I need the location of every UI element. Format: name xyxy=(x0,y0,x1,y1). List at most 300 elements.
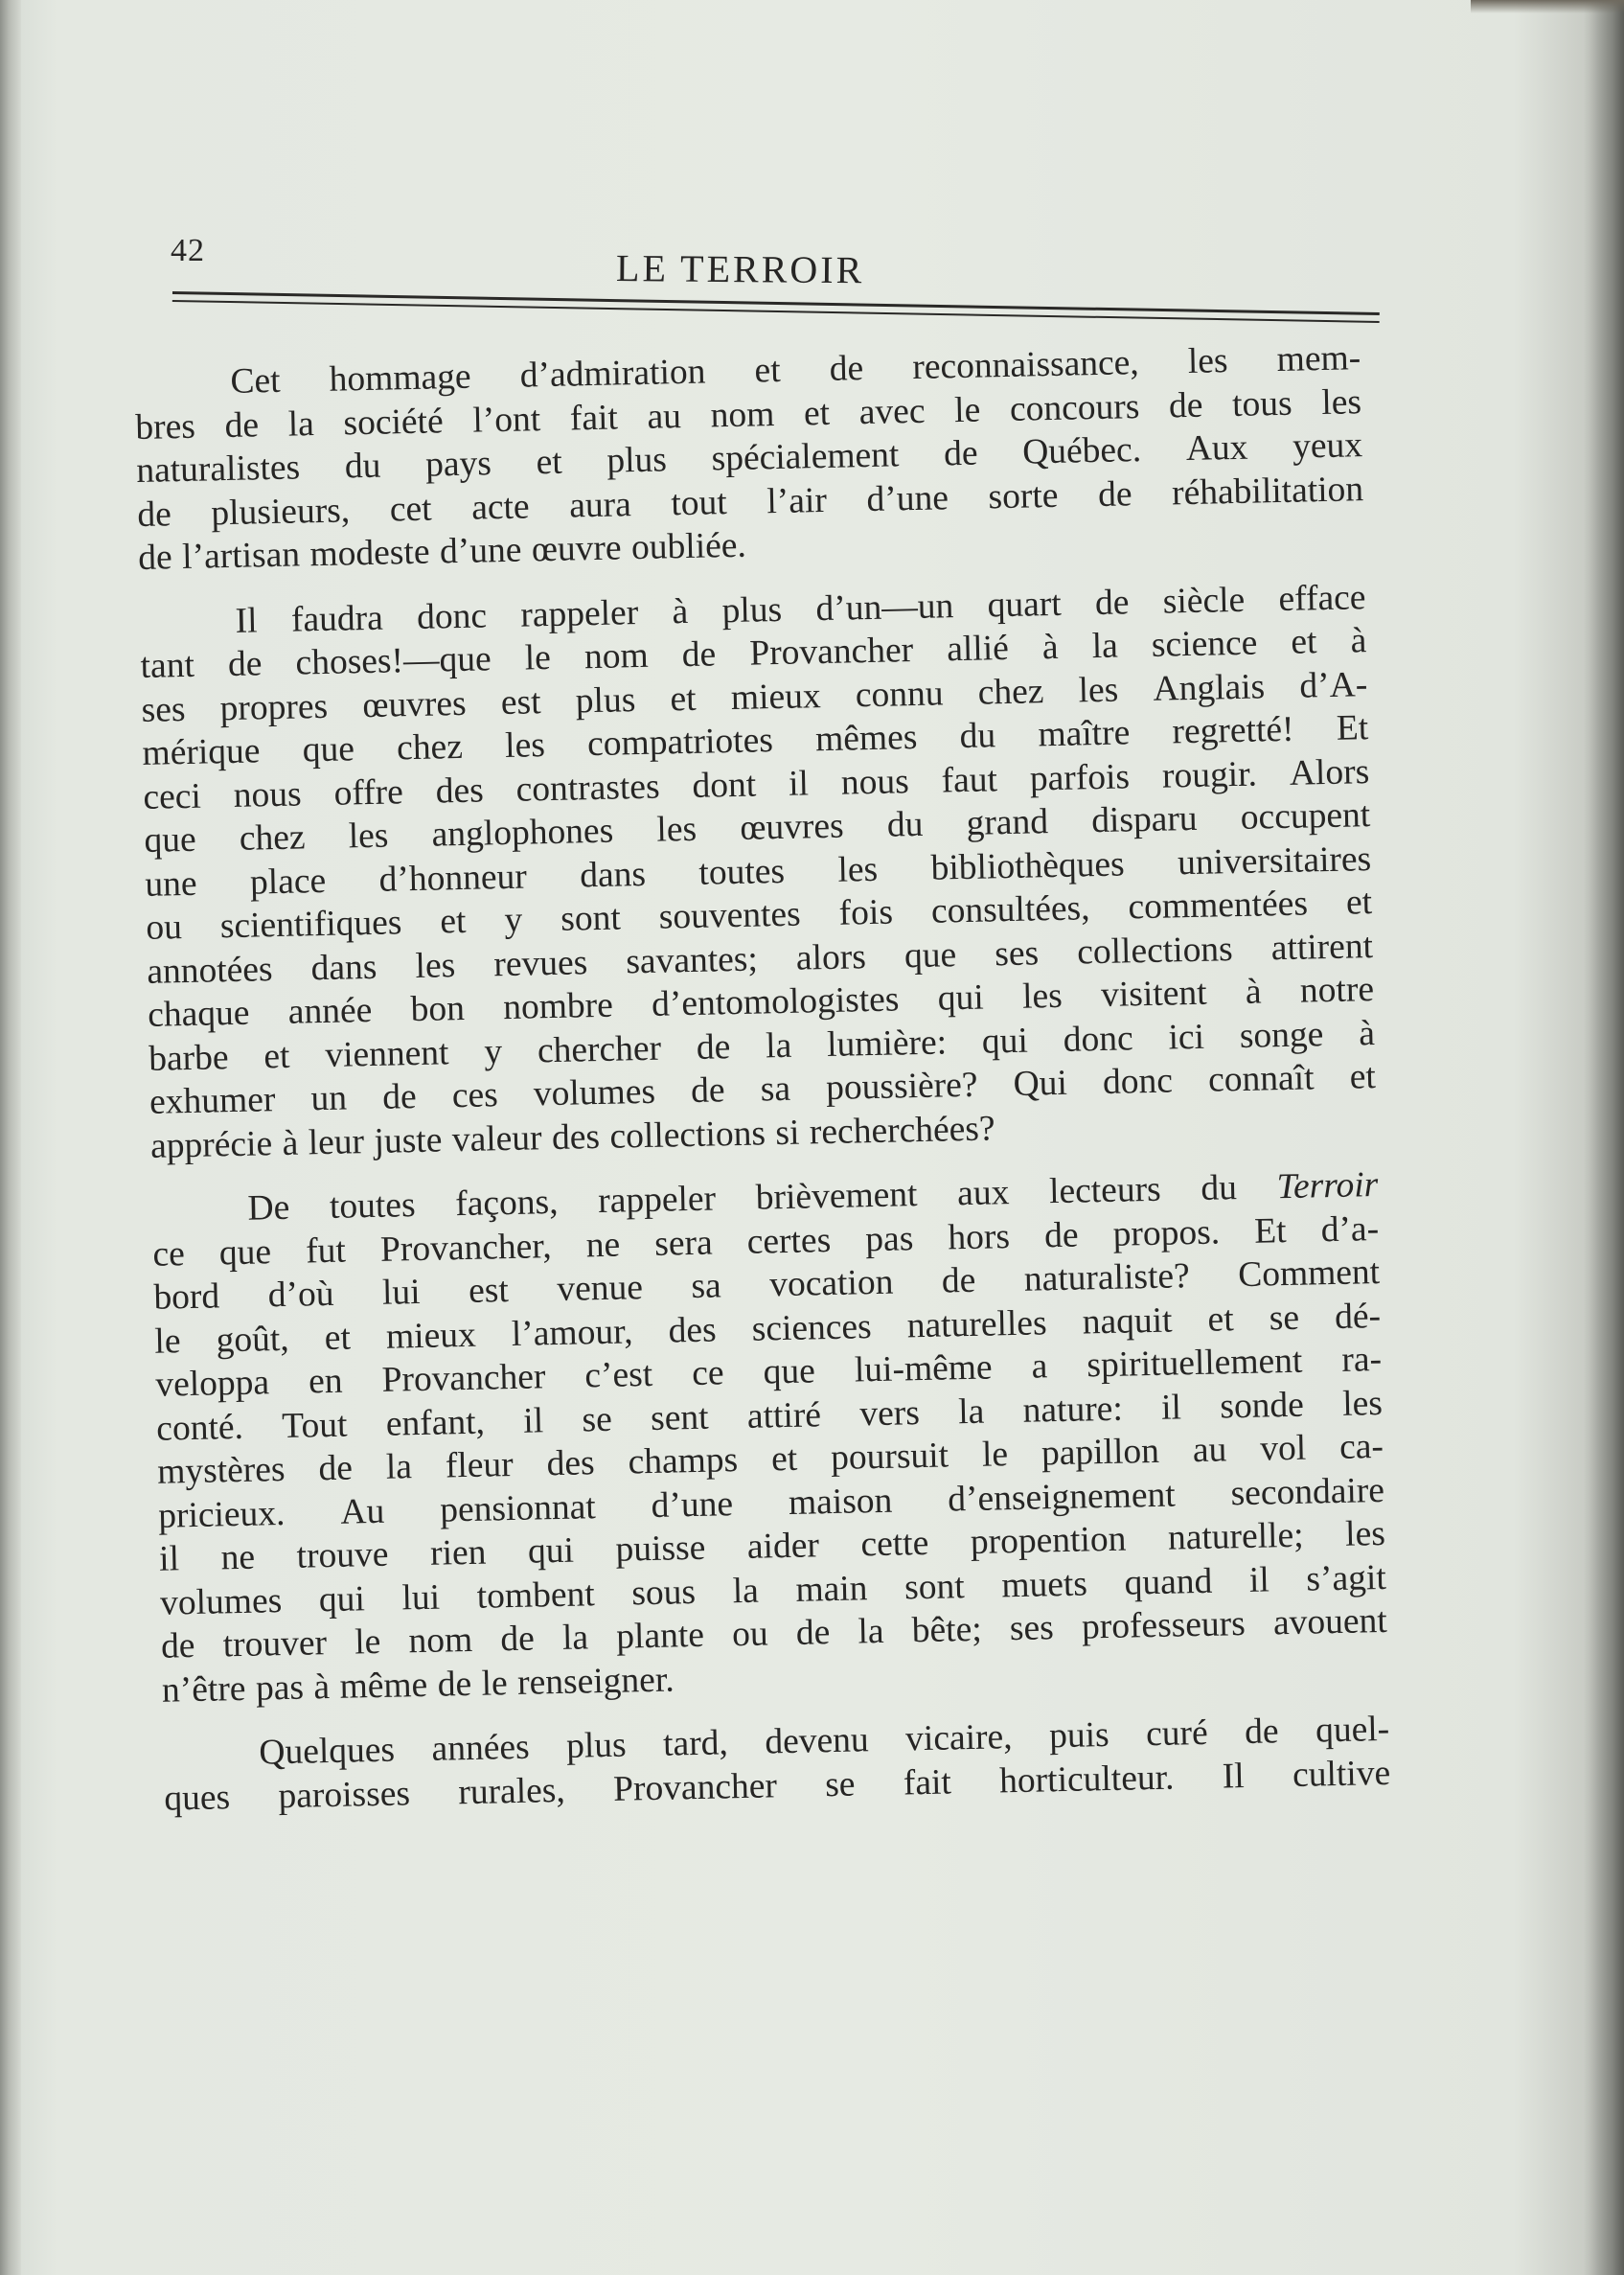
word: pensionnat xyxy=(439,1486,597,1530)
word: quel- xyxy=(1315,1709,1390,1751)
word: mem- xyxy=(1276,338,1361,380)
word: s’agit xyxy=(1306,1557,1387,1599)
word: le xyxy=(354,1621,381,1663)
word: se xyxy=(824,1764,856,1804)
word: l’ont xyxy=(471,399,541,441)
word: commentées xyxy=(1128,884,1309,928)
word: efface xyxy=(1278,577,1366,619)
word: nom xyxy=(583,635,650,678)
word: juste xyxy=(374,1119,443,1161)
word: même xyxy=(339,1665,428,1707)
word: Tout xyxy=(281,1405,348,1446)
word: façons, xyxy=(454,1182,559,1225)
word: nous xyxy=(233,773,303,816)
word: maître xyxy=(1038,713,1131,755)
word: sonde xyxy=(1219,1385,1305,1426)
word: d’une xyxy=(439,530,522,572)
word: que xyxy=(302,729,355,770)
word: de xyxy=(1168,385,1203,425)
word: acte xyxy=(470,486,530,528)
word: les xyxy=(1187,341,1228,381)
word: à xyxy=(1041,627,1059,668)
word: lecteurs xyxy=(1048,1169,1162,1212)
word: leur xyxy=(308,1121,365,1162)
word: les xyxy=(1021,976,1064,1017)
word: plus xyxy=(606,440,668,481)
word: naturaliste? xyxy=(1023,1256,1191,1299)
page-right-edge-shadow xyxy=(1584,0,1624,2275)
word: fleur xyxy=(445,1444,515,1486)
word: que xyxy=(763,1351,816,1392)
word: ceci xyxy=(143,776,202,817)
word: l’amour, xyxy=(511,1311,633,1354)
word: chez xyxy=(977,671,1044,713)
word: sont xyxy=(903,1566,966,1607)
word: allié xyxy=(946,628,1010,670)
word: chez xyxy=(396,726,464,769)
word: Au xyxy=(339,1491,385,1532)
word: consultées, xyxy=(930,888,1090,931)
word: muets xyxy=(1000,1563,1088,1605)
word: compatriotes xyxy=(586,721,774,765)
word: est xyxy=(500,681,541,723)
word: et xyxy=(754,350,782,391)
word: et xyxy=(1349,1057,1377,1097)
word: sorte xyxy=(988,475,1059,517)
word: Et xyxy=(1336,708,1369,748)
word: Provancher, xyxy=(379,1226,553,1270)
word: puisse xyxy=(615,1528,706,1570)
word: sera xyxy=(653,1223,714,1264)
word: n’être xyxy=(161,1668,246,1711)
word: la xyxy=(765,1025,792,1066)
word: Alors xyxy=(1289,751,1370,793)
word: la xyxy=(732,1571,760,1611)
word: le xyxy=(153,1321,181,1362)
word: dé- xyxy=(1334,1296,1382,1337)
word: lui-même xyxy=(854,1347,993,1390)
word: plus xyxy=(575,679,636,721)
word: en xyxy=(308,1361,343,1402)
word: disparu xyxy=(1090,798,1199,841)
word: annotées xyxy=(146,949,273,992)
word: vol xyxy=(1259,1428,1307,1469)
word: il xyxy=(1248,1559,1270,1600)
word: scientifiques xyxy=(219,903,402,947)
word: des xyxy=(551,1116,601,1158)
word: trouve xyxy=(296,1534,389,1576)
word: Provancher xyxy=(748,631,914,674)
word: bibliothèques xyxy=(930,843,1126,888)
word: lui xyxy=(401,1577,441,1618)
word: horticulteur. xyxy=(998,1758,1175,1801)
word: de xyxy=(137,538,173,578)
word: cultive xyxy=(1292,1753,1391,1795)
word: des xyxy=(546,1443,596,1484)
word: attirent xyxy=(1270,926,1374,968)
word: fait xyxy=(569,397,619,438)
word: souventes xyxy=(658,894,802,937)
word: champs xyxy=(628,1440,739,1482)
word: naturelle; xyxy=(1167,1515,1304,1558)
word: aura xyxy=(568,484,632,526)
word: volumes xyxy=(159,1580,283,1623)
paragraph xyxy=(163,1708,1391,1821)
word: et xyxy=(803,393,831,433)
word: contrastes xyxy=(515,767,660,810)
word: renseigner. xyxy=(516,1660,675,1703)
word: valeur xyxy=(451,1117,542,1160)
word: trouver xyxy=(222,1623,328,1666)
word: a xyxy=(1031,1346,1048,1387)
word: que xyxy=(903,934,957,976)
word: ques xyxy=(163,1777,231,1819)
word: propos. xyxy=(1112,1211,1221,1254)
word: fois xyxy=(838,892,894,933)
word: sa xyxy=(691,1266,722,1307)
word: faut xyxy=(941,759,998,800)
word: fait xyxy=(903,1761,952,1804)
word: avouent xyxy=(1272,1600,1388,1643)
word: à xyxy=(1245,972,1262,1012)
word: vers xyxy=(858,1392,921,1434)
word: qui xyxy=(318,1578,366,1620)
word: pays xyxy=(424,444,492,485)
word: occupent xyxy=(1240,795,1371,838)
word: mystères xyxy=(156,1449,286,1492)
word: place xyxy=(249,861,327,903)
word: le xyxy=(481,1663,509,1704)
paragraph xyxy=(151,1163,1388,1712)
word: toutes xyxy=(698,851,786,893)
word: qui xyxy=(527,1530,575,1572)
word: rurales, xyxy=(457,1770,566,1812)
word: connaît xyxy=(1207,1058,1315,1100)
word: la xyxy=(1091,626,1119,667)
word: curé xyxy=(1145,1712,1209,1755)
word: bres xyxy=(134,406,196,448)
word: choses!—que xyxy=(295,639,492,683)
word: vicaire, xyxy=(904,1717,1013,1759)
word: collections xyxy=(1076,929,1234,973)
word: pricieux. xyxy=(157,1493,286,1536)
word: et xyxy=(1345,883,1373,923)
word: du xyxy=(1200,1168,1238,1208)
word: quart xyxy=(987,584,1063,625)
word: donc xyxy=(1063,1018,1134,1060)
word: œuvres xyxy=(361,683,468,725)
word: attiré xyxy=(746,1394,822,1436)
word: anglophones xyxy=(431,811,614,855)
word: nature: xyxy=(1022,1389,1124,1431)
word: de xyxy=(1097,473,1132,515)
word: regretté! xyxy=(1172,709,1294,752)
word: oubliée. xyxy=(630,525,747,568)
word: collections xyxy=(609,1113,766,1157)
word: recherchées? xyxy=(809,1108,995,1152)
word: de xyxy=(160,1625,195,1666)
word: au xyxy=(1192,1430,1227,1471)
word: sous xyxy=(630,1572,697,1613)
word: des xyxy=(435,770,485,812)
word: la xyxy=(957,1391,985,1432)
word: du xyxy=(959,716,996,757)
word: les xyxy=(655,809,698,850)
word: ses xyxy=(141,689,186,730)
word: de xyxy=(224,404,260,446)
word: il xyxy=(522,1400,544,1441)
word: tombent xyxy=(476,1574,596,1617)
word: il xyxy=(158,1539,180,1579)
word: d’A- xyxy=(1298,664,1368,706)
word: ses xyxy=(994,932,1040,974)
word: et xyxy=(263,1036,290,1076)
word: Qui xyxy=(1013,1063,1068,1104)
word: il xyxy=(788,763,810,804)
word: les xyxy=(1078,670,1119,710)
word: rappeler xyxy=(519,592,639,635)
word: nombre xyxy=(502,985,614,1028)
word: des xyxy=(668,1310,718,1351)
word: Comment xyxy=(1237,1252,1381,1296)
word: conté. xyxy=(155,1407,244,1449)
word: certes xyxy=(746,1220,832,1262)
word: dans xyxy=(579,854,647,895)
word: ne xyxy=(220,1537,256,1578)
word: donc xyxy=(416,595,488,637)
word: exhumer xyxy=(149,1080,276,1122)
word: il xyxy=(1160,1387,1182,1428)
word: bord xyxy=(153,1276,220,1318)
word: savantes; xyxy=(625,939,759,981)
word: chez xyxy=(239,817,306,859)
word: propres xyxy=(219,686,329,728)
word: reconnaissance, xyxy=(911,343,1140,387)
word: maison xyxy=(788,1481,893,1523)
word: du xyxy=(344,446,381,487)
word: secondaire xyxy=(1230,1470,1385,1513)
running-title: LE TERROIR xyxy=(615,246,865,292)
word: nous xyxy=(840,761,910,803)
word: volumes xyxy=(533,1071,656,1115)
word: nom xyxy=(710,394,775,435)
word: de xyxy=(1043,1215,1079,1255)
word: puis xyxy=(1048,1715,1110,1757)
word: Quelques xyxy=(258,1730,396,1773)
word: à xyxy=(282,1123,299,1163)
word: Il xyxy=(1222,1756,1246,1797)
word: plus xyxy=(565,1725,628,1766)
word: les xyxy=(1341,1383,1384,1424)
word: vocation xyxy=(768,1262,894,1305)
word: le xyxy=(953,390,981,430)
word: que xyxy=(218,1231,272,1273)
word: d’où xyxy=(267,1274,334,1316)
word: de xyxy=(941,1260,976,1301)
word: de xyxy=(943,433,978,474)
word: alors xyxy=(795,936,867,978)
word: et xyxy=(1207,1298,1235,1340)
word: d’admiration xyxy=(519,352,706,396)
word: ce xyxy=(152,1233,186,1275)
word: ca- xyxy=(1338,1426,1384,1467)
word: si xyxy=(774,1113,800,1153)
word: viennent xyxy=(324,1032,449,1075)
word: de xyxy=(795,1613,831,1653)
word: Il xyxy=(235,600,259,641)
word: de xyxy=(1094,582,1130,623)
word: et xyxy=(536,442,563,483)
word: bête; xyxy=(911,1609,983,1651)
word: ses xyxy=(1009,1608,1055,1649)
word: qui xyxy=(937,977,985,1019)
word: mieux xyxy=(385,1315,477,1357)
word: à xyxy=(312,1666,331,1707)
word: tout xyxy=(670,482,728,523)
page-top-corner-shadow xyxy=(1471,0,1624,13)
word: Aux xyxy=(1185,427,1248,470)
word: rougir. xyxy=(1161,754,1258,796)
word: de xyxy=(681,634,717,676)
word: à xyxy=(1350,621,1367,661)
word: l’air xyxy=(766,480,828,521)
word: un xyxy=(310,1078,348,1119)
word: plus xyxy=(721,589,783,631)
word: avec xyxy=(858,391,926,432)
word: rappeler xyxy=(597,1179,717,1222)
word: aider xyxy=(746,1526,820,1567)
word: ici xyxy=(1168,1017,1205,1058)
word: le xyxy=(524,637,552,678)
word: modeste xyxy=(309,532,430,575)
word: concours xyxy=(1009,386,1140,429)
word: spirituellement xyxy=(1086,1341,1303,1386)
word: d’un—un xyxy=(815,586,954,629)
word: une xyxy=(144,863,197,905)
word: et xyxy=(439,901,467,942)
word: à xyxy=(1358,1013,1376,1053)
word: années xyxy=(431,1727,531,1769)
word: mêmes xyxy=(814,717,918,760)
word: veloppa xyxy=(154,1363,270,1405)
word: ra- xyxy=(1340,1339,1383,1380)
word: main xyxy=(795,1568,868,1610)
word: les xyxy=(348,816,389,857)
word: nom xyxy=(408,1620,473,1662)
word: de xyxy=(381,1077,418,1117)
word: aux xyxy=(956,1173,1010,1214)
word: quand xyxy=(1124,1561,1213,1603)
word: sciences xyxy=(751,1306,873,1349)
header-rule xyxy=(172,291,1380,329)
word: chaque xyxy=(147,993,250,1035)
word: de xyxy=(1244,1712,1280,1753)
word: bon xyxy=(410,988,466,1030)
word: pas xyxy=(864,1218,914,1259)
word: cette xyxy=(860,1523,929,1565)
word: y xyxy=(504,900,523,941)
word: apprécie xyxy=(149,1123,273,1166)
word: et xyxy=(670,678,698,719)
word: ces xyxy=(451,1075,499,1116)
word: d’enseignement xyxy=(947,1475,1177,1519)
word: propention xyxy=(970,1519,1127,1562)
word: Québec. xyxy=(1021,430,1142,472)
page-number: 42 xyxy=(171,233,205,268)
word: l’artisan xyxy=(181,535,301,577)
word: hommage xyxy=(329,356,471,400)
word: tous xyxy=(1231,383,1293,425)
word: de xyxy=(690,1070,725,1111)
word: de xyxy=(136,494,172,535)
page-left-edge xyxy=(0,0,21,2275)
word: œuvre xyxy=(531,528,622,570)
word: lui xyxy=(381,1272,422,1313)
word: barbe xyxy=(148,1037,229,1079)
word: science xyxy=(1151,623,1258,665)
word: sa xyxy=(760,1069,791,1110)
word: ou xyxy=(731,1614,769,1655)
paragraph xyxy=(134,336,1364,580)
word: d’entomologistes xyxy=(651,979,900,1024)
word: au xyxy=(647,396,682,437)
word: Provancher xyxy=(381,1357,546,1400)
word: et xyxy=(324,1317,352,1358)
word: Anglais xyxy=(1153,666,1266,709)
word: de xyxy=(829,349,864,389)
word: papillon xyxy=(1041,1431,1160,1474)
word: venue xyxy=(556,1268,644,1309)
word: naturalistes xyxy=(135,448,301,491)
word: poussière? xyxy=(825,1065,978,1109)
word: de xyxy=(499,1619,536,1660)
word: sont xyxy=(560,898,622,939)
word: d’a- xyxy=(1320,1208,1380,1250)
word: d’honneur xyxy=(378,857,528,900)
word: ce xyxy=(691,1353,725,1394)
word: revues xyxy=(492,942,588,984)
word: œuvres xyxy=(739,806,845,848)
body-text xyxy=(134,336,1391,1841)
word: plante xyxy=(615,1615,705,1657)
word: paroisses xyxy=(278,1773,411,1816)
word: les xyxy=(837,849,879,890)
word: d’une xyxy=(651,1483,734,1526)
word: donc xyxy=(1102,1061,1174,1102)
word: yeux xyxy=(1292,425,1363,467)
word: grand xyxy=(966,802,1049,843)
word: la xyxy=(858,1611,885,1652)
word: de xyxy=(227,644,263,685)
word: visitent xyxy=(1100,973,1207,1016)
word: notre xyxy=(1299,970,1375,1011)
word: que xyxy=(144,819,197,861)
word: chercher xyxy=(537,1028,662,1070)
word: songe xyxy=(1239,1014,1324,1056)
word: hors xyxy=(947,1216,1011,1257)
word: c’est xyxy=(584,1354,653,1396)
word: professeurs xyxy=(1081,1604,1247,1647)
word: y xyxy=(483,1031,503,1072)
word: lumière: xyxy=(826,1022,948,1065)
word: plusieurs, xyxy=(210,490,351,533)
word: du xyxy=(886,804,924,845)
word: pas xyxy=(255,1667,305,1709)
word: et xyxy=(770,1438,798,1480)
word: la xyxy=(385,1447,413,1487)
word: rien xyxy=(429,1532,487,1574)
word: est xyxy=(468,1271,510,1311)
